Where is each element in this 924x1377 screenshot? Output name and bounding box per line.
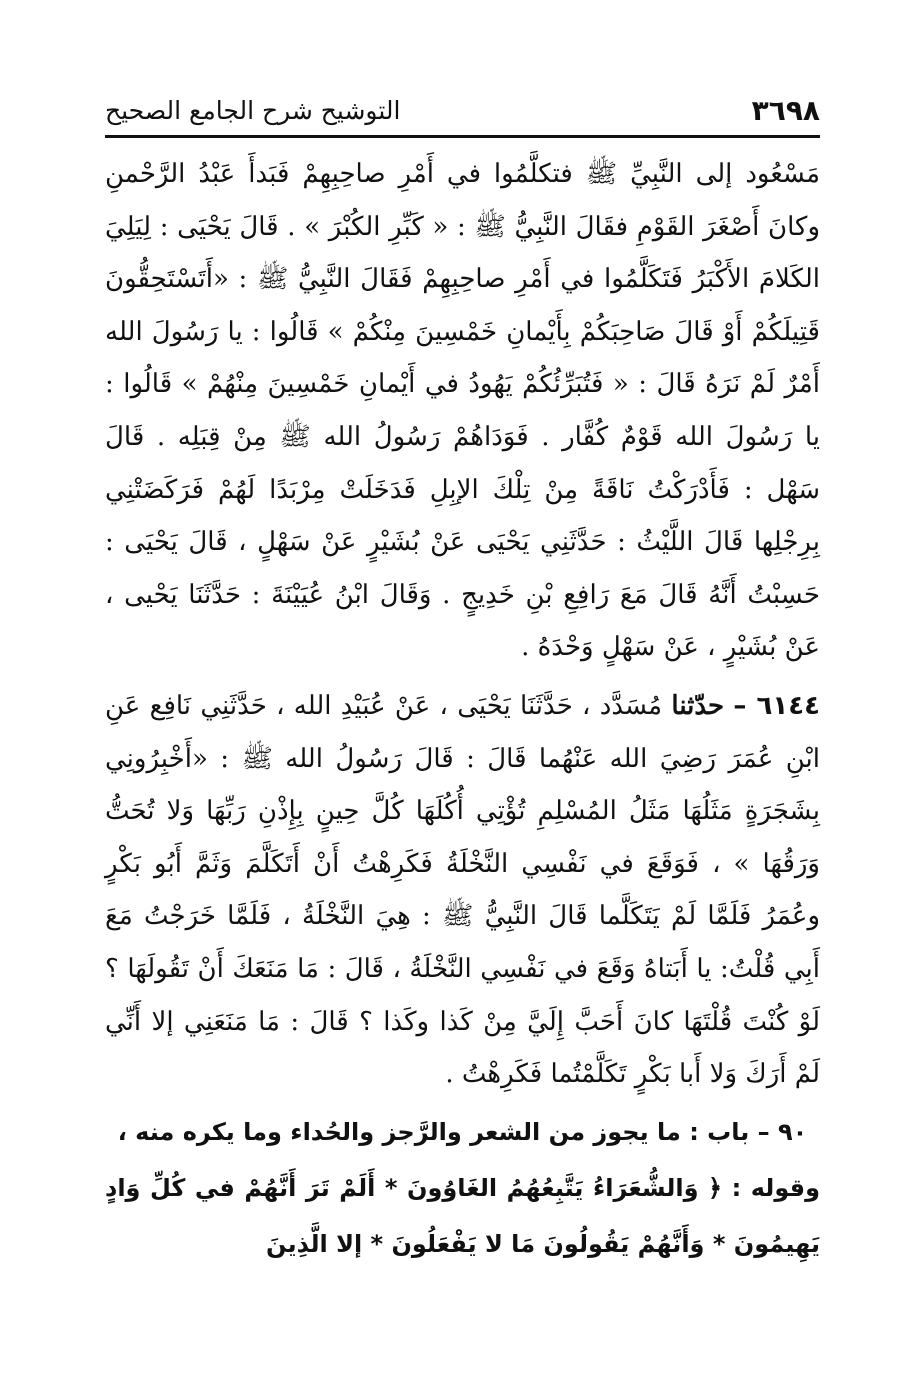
paragraph-continued-hadith: مَسْعُود إلى النَّبِيِّ ﷺ فتكلَّمُوا في أَمْرِ صاحِبِهِمْ فَبَدأَ عَبْدُ الرَّحْمنِ وكانَ أَصْغَرَ القَوْمِ فقَالَ النَّبِيُّ ﷺ : « كَبِّرِ الكُبْرَ » . قَالَ يَحْيَى : لِيَلِيَ الكَلامَ الأَكْبَرُ فَتَكَلَّمُوا في أَمْرِ صاحِبِهِمْ فَقَالَ النَّبِيُّ ﷺ : «أَتَسْتَحِقُّونَ قَتِيلَكُمْ أَوْ قَالَ صَاحِبَكُمْ بِأَيْمانِ خَمْسِينَ مِنْكُمْ » قَالُوا : يا رَسُولَ الله أَمْرٌ لَمْ نَرَهُ قَالَ : « فَتُبَرِّئُكُمْ يَهُودُ في أَيْمانِ خَمْسِينَ مِنْهُمْ » قَالُوا : يا رَسُولَ الله قَوْمٌ كُفَّار . فَوَدَاهُمْ رَسُولُ الله ﷺ مِنْ قِبَلِه . قَالَ سَهْل : فَأَدْرَكْتُ نَاقَةً مِنْ تِلْكَ الإبِلِ فَدَخَلَتْ مِرْبَدًا لَهُمْ فَرَكَضَتْنِي بِرِجْلِها قَالَ اللَّيْثُ : حَدَّثَنِي يَحْيَى عَنْ بُشَيْرٍ عَنْ سَهْلٍ ، قَالَ يَحْيَى : حَسِبْتُ أَنَّهُ قَالَ مَعَ رَافِعِ بْنِ خَدِيجٍ . وَقَالَ ابْنُ عُيَيْنَةَ : حَدَّثَنَا يَحْيى ، عَنْ بُشَيْرٍ ، عَنْ سَهْلٍ وَحْدَهُ .	[105, 159, 820, 663]
chapter-verse: وقوله : ﴿ وَالشُّعَرَاءُ يَتَّبِعُهُمُ الغَاوُونَ * أَلَمْ تَرَ أَنَّهُمْ في كُلِّ وَادٍ يَهِيمُونَ * وَأَنَّهُمْ يَقُولُونَ مَا لا يَفْعَلُونَ * إلا الَّذِينَ	[105, 1174, 820, 1258]
hadith-intro: حدّثنا	[671, 690, 725, 721]
page-header	[105, 92, 820, 132]
hadith-number: ٦١٤٤ –	[733, 690, 820, 721]
chapter-heading: ٩٠ – باب : ما يجوز من الشعر والرَّجز والحُداء وما يكره منه ،	[117, 1118, 808, 1146]
paragraph-hadith-6144	[105, 680, 820, 1101]
header-rule	[105, 135, 820, 138]
chapter-section	[105, 1104, 820, 1272]
main-text	[105, 148, 820, 1101]
page-number: ٣٦٩٨	[751, 94, 820, 127]
running-title: التوشيح شرح الجامع الصحيح	[105, 96, 401, 125]
hadith-text: مُسَدَّد ، حَدَّثَنَا يَحْيَى ، عَنْ عُبَيْدِ الله ، حَدَّثَنِي نَافِع عَنِ ابْنِ عُمَرَ رَضِيَ الله عَنْهُما قَالَ : قَالَ رَسُولُ الله ﷺ : «أَخْبِرُونِي بِشَجَرَةٍ مَثَلُهَا مَثَلُ المُسْلِمِ تُؤْتِي أُكُلَهَا كُلَّ حِينٍ بِإِذْنِ رَبِّهَا وَلا تُحَتُّ وَرَقُهَا » ، فَوَقَعَ في نَفْسِي النَّخْلَةُ فَكَرِهْتُ أَنْ أَتَكَلَّمَ وَثَمَّ أَبُو بَكْرٍ وعُمَرُ فَلَمَّا لَمْ يَتَكَلَّما قَالَ النَّبِيُّ ﷺ : هِيَ النَّخْلَةُ ، فَلَمَّا خَرَجْتُ مَعَ أَبِي قُلْتُ: يا أَبَتاهُ وَقَعَ في نَفْسِي النَّخْلَةُ ، قَالَ : مَا مَنَعَكَ أَنْ تَقُولَهَا ؟ لَوْ كُنْتَ قُلْتَهَا كانَ أَحَبَّ إِلَيَّ مِنْ كَذا وكَذا ؟ قَالَ : مَا مَنَعَنِي إلا أَنِّي لَمْ أَرَكَ وَلا أَبا بَكْرٍ تَكَلَّمْتُما فَكَرِهْتُ .	[105, 690, 820, 1090]
